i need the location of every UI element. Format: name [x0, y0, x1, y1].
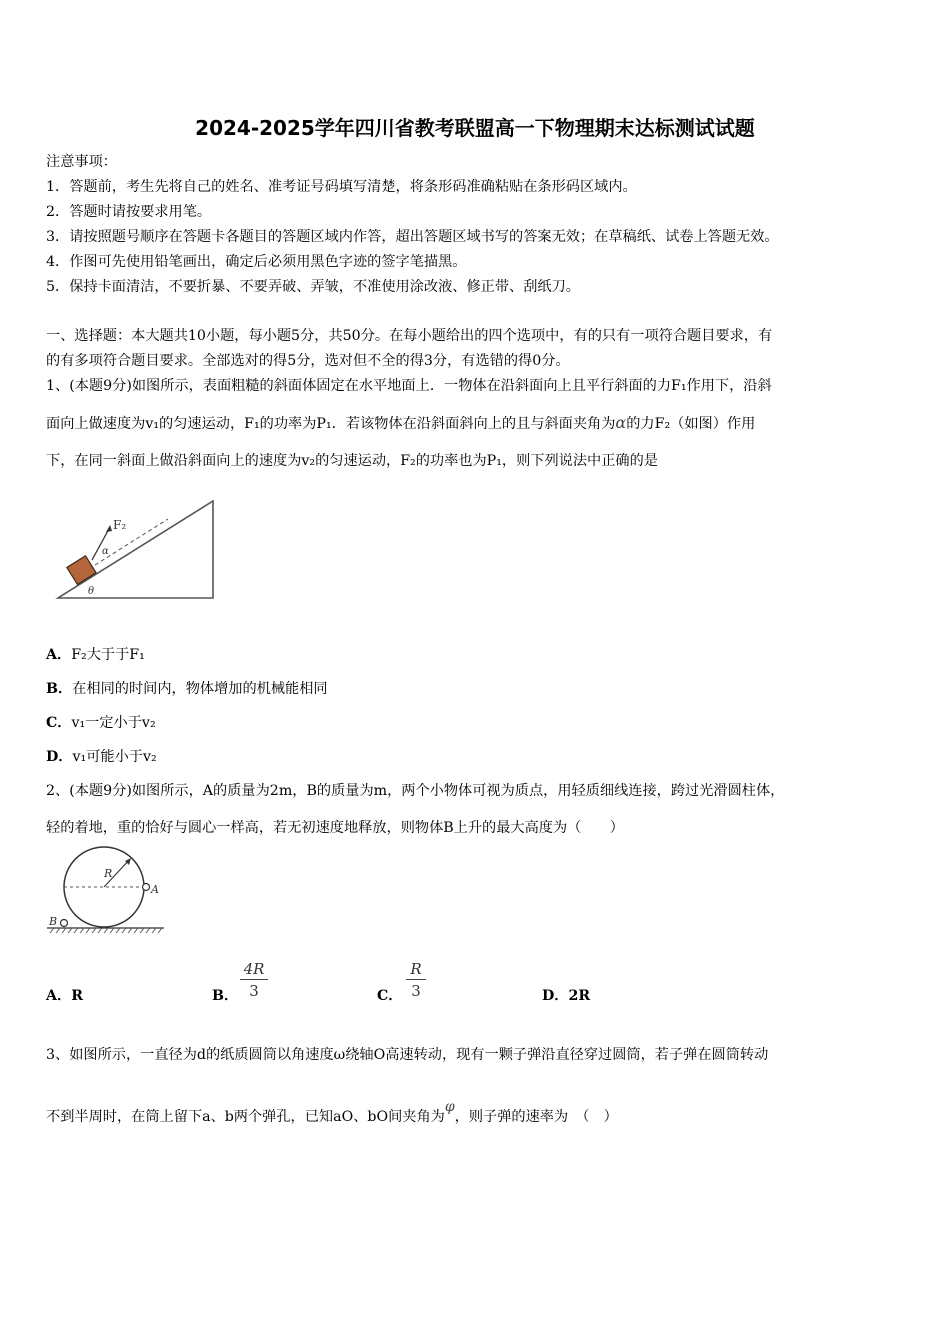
q3-line2-part2: ，则子弹的速率为 （ ） — [454, 1109, 618, 1125]
page-title: 2024-2025学年四川省教考联盟高一下物理期末达标测试试题 — [195, 116, 755, 140]
notice-item: 2．答题时请按要求用笔。 — [46, 204, 212, 220]
q2-option-c[interactable]: C． — [377, 988, 403, 1004]
question-2-text: 轻的着地，重的恰好与圆心一样高，若无初速度地释放，则物体B上升的最大高度为（ ） — [46, 820, 624, 836]
question-2-text: 2、(本题9分)如图所示，A的质量为2m，B的质量为m，两个小物体可视为质点，用轻质细线连接，跨过光滑圆柱体， — [46, 783, 785, 799]
q2-option-b-fraction: 4R 3 — [240, 960, 268, 1000]
block — [67, 556, 96, 585]
notice-item: 5．保持卡面清洁，不要折暴、不要弄破、弄皱，不准使用涂改液、修正带、刮纸刀。 — [46, 279, 580, 295]
slope-dashed-line — [95, 519, 168, 565]
question-1-text: 下，在同一斜面上做沿斜面向上的速度为v₂的匀速运动，F₂的功率也为P₁，则下列说法中正确的是 — [46, 453, 658, 469]
angle-theta-label: θ — [88, 586, 95, 597]
notice-item: 3．请按照题号顺序在答题卡各题目的答题区域内作答，超出答题区域书写的答案无效；在草稿纸、试卷上答题无效。 — [46, 229, 779, 245]
q1-option-c[interactable]: C．v₁一定小于v₂ — [46, 715, 156, 731]
angle-alpha-label: α — [102, 546, 109, 557]
question-3-text — [46, 1099, 618, 1127]
q1-option-b[interactable]: B．在相同的时间内，物体增加的机械能相同 — [46, 681, 328, 697]
question-1-text — [46, 413, 755, 434]
section-instructions: 的有多项符合题目要求。全部选对的得5分，选对但不全的得3分，有选错的得0分。 — [46, 353, 570, 369]
q2-option-a[interactable]: A．R — [46, 988, 83, 1004]
phi-symbol: φ — [444, 1099, 455, 1115]
section-instructions: 一、选择题：本大题共10小题，每小题5分，共50分。在每小题给出的四个选项中，有的只有一项符合题目要求，有 — [46, 328, 773, 344]
notice-item: 1．答题前，考生先将自己的姓名、准考证号码填写清楚，将条形码准确粘贴在条形码区域内。 — [46, 179, 637, 195]
question-3-text: 3、如图所示，一直径为d的纸质圆筒以角速度ω绕轴O高速转动，现有一颗子弹沿直径穿过圆筒，若子弹在圆筒转动 — [46, 1047, 769, 1063]
q1-option-a[interactable]: A．F₂大于于F₁ — [46, 647, 145, 663]
q2-option-b[interactable]: B． — [212, 988, 239, 1004]
object-b — [61, 920, 68, 927]
q2-option-d[interactable]: D．2R — [542, 988, 591, 1004]
cylinder-figure — [44, 845, 169, 935]
q1-line2-part2: 的力F₂（如图）作用 — [626, 416, 756, 432]
q1-line2-part1: 面向上做速度为v₁的匀速运动，F₁的功率为P₁．若该物体在沿斜面斜向上的且与斜面夹角为 — [46, 416, 616, 432]
notice-heading: 注意事项： — [46, 154, 117, 170]
question-1-text: 1、(本题9分)如图所示，表面粗糙的斜面体固定在水平地面上．一物体在沿斜面向上且平行斜面的力F₁作用下，沿斜 — [46, 378, 772, 394]
force-label: F₂ — [113, 518, 127, 532]
object-a — [143, 884, 150, 891]
q1-option-d[interactable]: D．v₁可能小于v₂ — [46, 749, 157, 765]
notice-item: 4．作图可先使用铅笔画出，确定后必须用黑色字迹的签字笔描黑。 — [46, 254, 467, 270]
object-a-label: A — [151, 883, 159, 896]
ground-hatching — [50, 928, 162, 933]
radius-label: R — [104, 867, 113, 880]
incline-triangle — [58, 501, 213, 598]
alpha-symbol: α — [615, 413, 627, 432]
incline-figure — [50, 495, 220, 605]
object-b-label: B — [49, 915, 58, 928]
q2-option-c-fraction: R 3 — [406, 960, 426, 1000]
q3-line2-part1: 不到半周时，在筒上留下a、b两个弹孔，已知aO、bO间夹角为 — [46, 1109, 445, 1125]
